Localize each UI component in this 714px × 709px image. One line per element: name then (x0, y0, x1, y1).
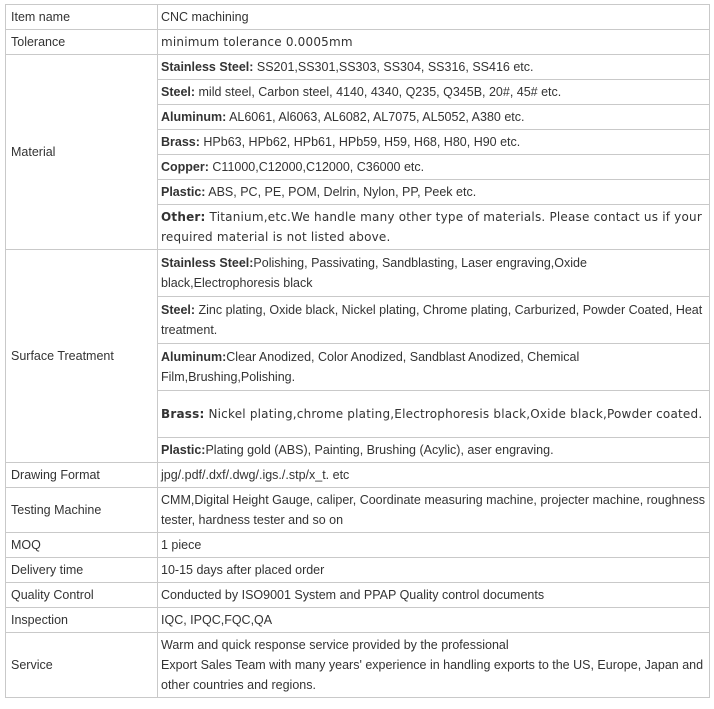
value-tolerance: minimum tolerance 0.0005mm (158, 30, 710, 55)
row-item-name (6, 5, 710, 30)
material-list (158, 55, 709, 249)
surface-item: Aluminum:Clear Anodized, Color Anodized, Sandblast Anodized, Chemical Film,Brushing,Polishing. (158, 344, 709, 391)
value-service (158, 633, 710, 698)
row-tolerance (6, 30, 710, 55)
label-testing-machine: Testing Machine (6, 488, 158, 533)
label-drawing-format: Drawing Format (6, 463, 158, 488)
label-quality-control: Quality Control (6, 583, 158, 608)
surface-item: Steel: Zinc plating, Oxide black, Nickel plating, Chrome plating, Carburized, Powder Coated, Heat treatment. (158, 297, 709, 344)
row-drawing-format (6, 463, 710, 488)
service-line-1: Warm and quick response service provided by the professional (161, 638, 509, 652)
value-delivery-time: 10-15 days after placed order (158, 558, 710, 583)
row-inspection (6, 608, 710, 633)
surface-item: Plastic:Plating gold (ABS), Painting, Brushing (Acylic), aser engraving. (161, 443, 554, 457)
label-material: Material (6, 55, 158, 250)
service-line-2: Export Sales Team with many years' experience in handling exports to the US, Europe, Japan and other countries and regions. (161, 658, 704, 692)
label-moq: MOQ (6, 533, 158, 558)
value-inspection: IQC, IPQC,FQC,QA (158, 608, 710, 633)
row-material (6, 55, 710, 250)
row-testing-machine (6, 488, 710, 533)
value-moq: 1 piece (158, 533, 710, 558)
label-inspection: Inspection (6, 608, 158, 633)
surface-item: Brass: Nickel plating,chrome plating,Electrophoresis black,Oxide black,Powder coated. (158, 391, 709, 438)
row-quality-control (6, 583, 710, 608)
material-item: Copper: C11000,C12000,C12000, C36000 etc. (158, 155, 709, 180)
row-moq (6, 533, 710, 558)
material-item: Aluminum: AL6061, Al6063, AL6082, AL7075, AL5052, A380 etc. (158, 105, 709, 130)
value-drawing-format: jpg/.pdf/.dxf/.dwg/.igs./.stp/x_t. etc (158, 463, 710, 488)
row-surface-treatment (6, 250, 710, 463)
value-item-name: CNC machining (158, 5, 710, 30)
spec-table (5, 4, 710, 698)
material-item: Stainless Steel: SS201,SS301,SS303, SS304, SS316, SS416 etc. (158, 55, 709, 80)
material-item: Brass: HPb63, HPb62, HPb61, HPb59, H59, H68, H80, H90 etc. (158, 130, 709, 155)
surface-item: Stainless Steel:Polishing, Passivating, Sandblasting, Laser engraving,Oxide black,Electrophoresis black (158, 250, 709, 297)
value-quality-control: Conducted by ISO9001 System and PPAP Quality control documents (158, 583, 710, 608)
label-service: Service (6, 633, 158, 698)
material-item: Other: Titanium,etc.We handle many other type of materials. Please contact us if your required material is not listed above. (161, 210, 702, 244)
material-item: Plastic: ABS, PC, PE, POM, Delrin, Nylon, PP, Peek etc. (158, 180, 709, 205)
surface-list (158, 250, 709, 462)
label-surface-treatment: Surface Treatment (6, 250, 158, 463)
label-delivery-time: Delivery time (6, 558, 158, 583)
material-item: Steel: mild steel, Carbon steel, 4140, 4340, Q235, Q345B, 20#, 45# etc. (158, 80, 709, 105)
label-item-name: Item name (6, 5, 158, 30)
value-testing-machine: CMM,Digital Height Gauge, caliper, Coordinate measuring machine, projecter machine, roughness tester, hardness tester and so on (158, 488, 710, 533)
row-service (6, 633, 710, 698)
label-tolerance: Tolerance (6, 30, 158, 55)
row-delivery-time (6, 558, 710, 583)
